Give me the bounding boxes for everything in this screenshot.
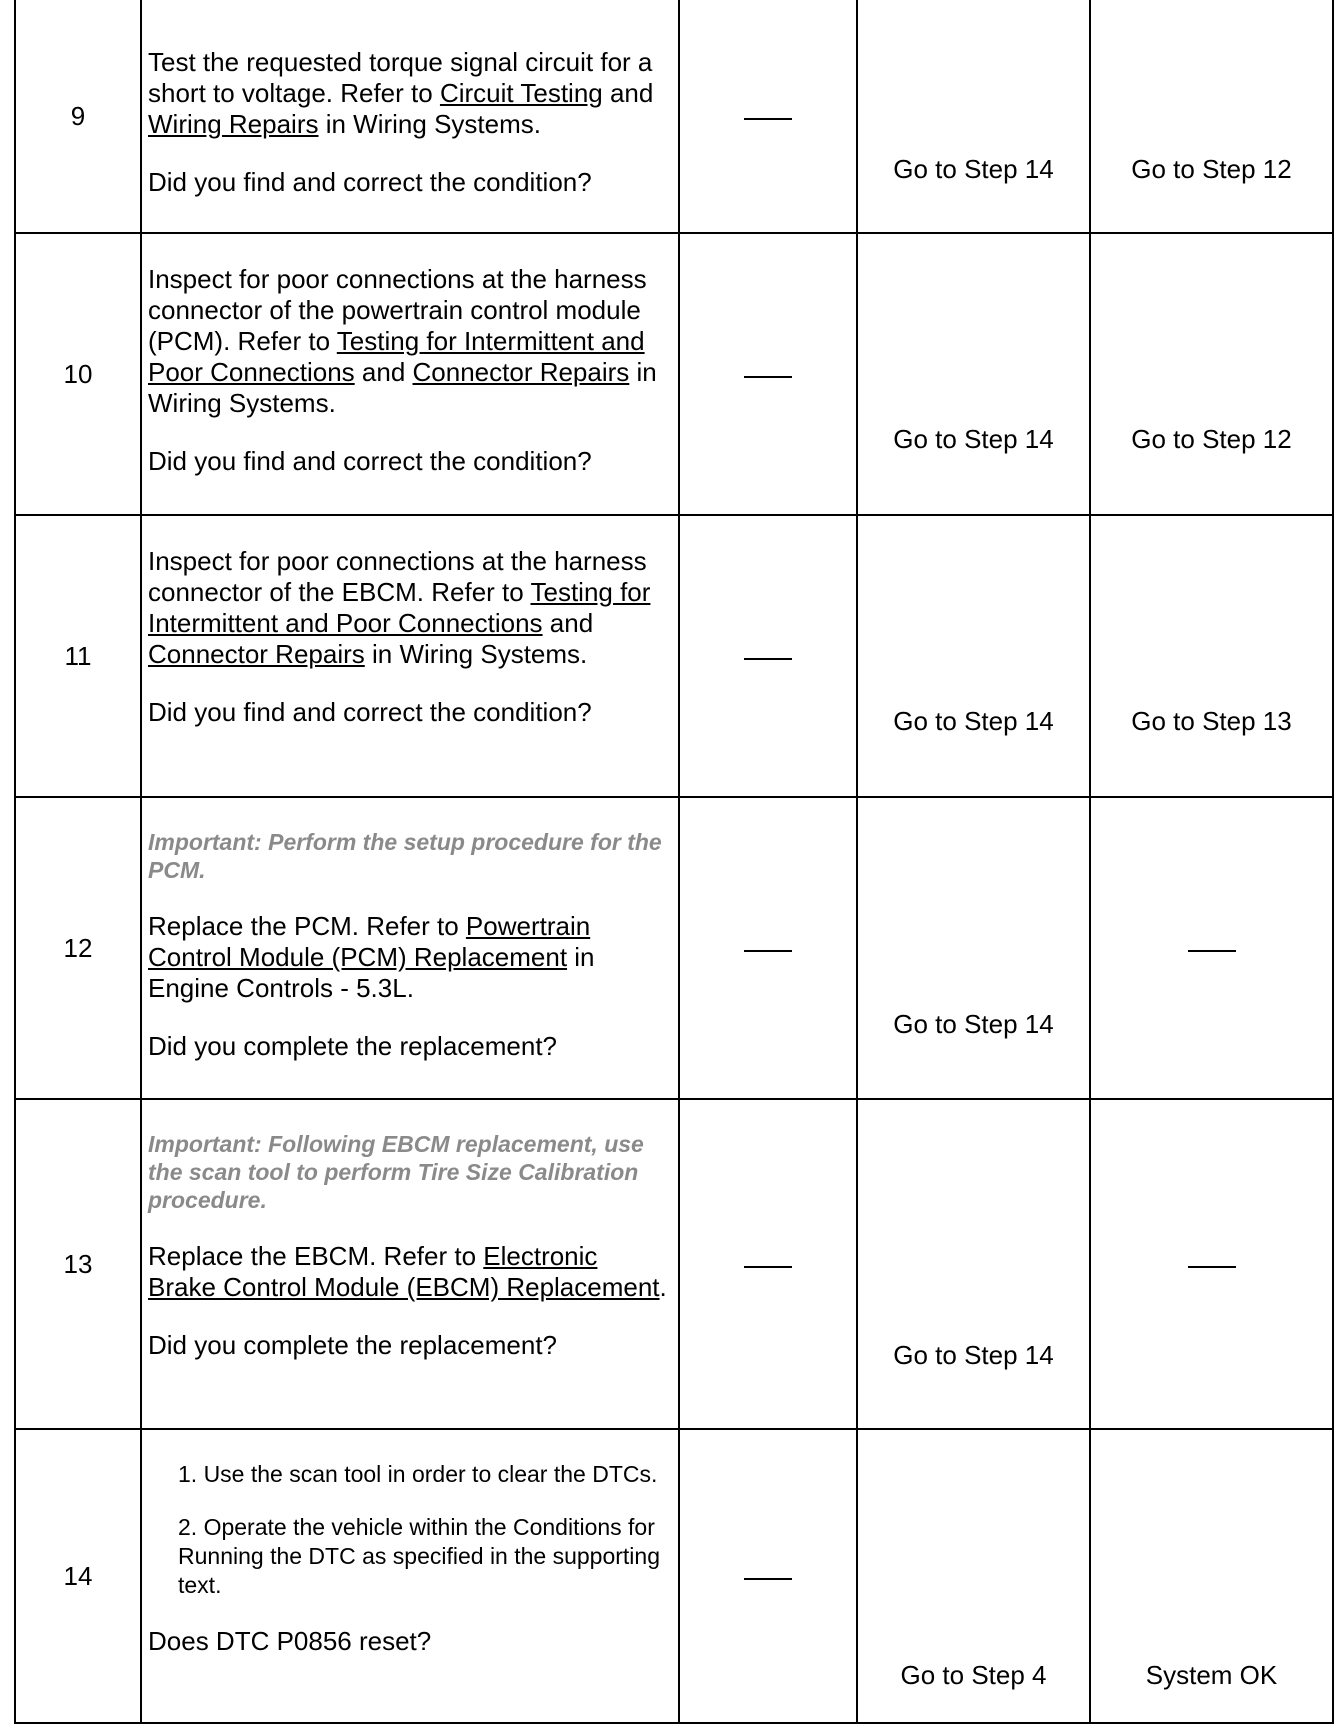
step-number: 14 (15, 1429, 141, 1723)
value-cell (679, 515, 857, 797)
question-text: Did you complete the replacement? (148, 1330, 558, 1360)
yes-action[interactable]: Go to Step 14 (893, 1009, 1054, 1039)
value-cell (679, 797, 857, 1099)
action-text: Replace the EBCM. Refer to Electronic Brake Control Module (EBCM) Replacement. (148, 1241, 667, 1302)
step-number: 12 (15, 797, 141, 1099)
no-action[interactable]: System OK (1145, 1660, 1278, 1690)
table-row (15, 0, 1333, 233)
yes-cell (857, 233, 1090, 515)
no-cell (1090, 0, 1333, 233)
table-row (15, 797, 1333, 1099)
link-wiring-repairs[interactable]: Wiring Repairs (148, 109, 319, 139)
yes-cell (857, 515, 1090, 797)
value-cell (679, 1429, 857, 1723)
step-number: 11 (15, 515, 141, 797)
action-cell (141, 797, 679, 1099)
yes-action[interactable]: Go to Step 14 (893, 706, 1054, 736)
no-action[interactable]: Go to Step 13 (1131, 706, 1292, 736)
action-text: Inspect for poor connections at the harness connector of the EBCM. Refer to Testing for Intermittent and Poor Connections and Connector Repairs in Wiring Systems. (148, 546, 651, 669)
value-dash (1188, 950, 1236, 952)
value-dash (744, 1578, 792, 1580)
yes-action[interactable]: Go to Step 14 (893, 424, 1054, 454)
yes-cell (857, 0, 1090, 233)
no-action[interactable]: Go to Step 12 (1131, 154, 1292, 184)
question-text: Did you find and correct the condition? (148, 697, 592, 727)
link-testing-intermittent[interactable]: Testing for Intermittent and Poor Connections (148, 326, 645, 387)
yes-action[interactable]: Go to Step 14 (893, 154, 1054, 184)
table-row (15, 1099, 1333, 1429)
action-cell (141, 0, 679, 233)
action-cell (141, 515, 679, 797)
list-item: 2. Operate the vehicle within the Conditions for Running the DTC as specified in the supporting text. (178, 1514, 661, 1598)
list-item: 1. Use the scan tool in order to clear the DTCs. (178, 1461, 658, 1487)
action-cell (141, 1429, 679, 1723)
no-cell (1090, 515, 1333, 797)
no-cell (1090, 1429, 1333, 1723)
no-cell (1090, 233, 1333, 515)
yes-cell (857, 1429, 1090, 1723)
value-dash (744, 658, 792, 660)
no-action[interactable]: Go to Step 12 (1131, 424, 1292, 454)
yes-cell (857, 797, 1090, 1099)
step-number: 13 (15, 1099, 141, 1429)
question-text: Did you complete the replacement? (148, 1031, 558, 1061)
step-number: 10 (15, 233, 141, 515)
value-dash (744, 376, 792, 378)
instruction-list (148, 1460, 672, 1600)
diagnostic-table (14, 0, 1334, 1724)
link-connector-repairs[interactable]: Connector Repairs (412, 357, 630, 387)
yes-cell (857, 1099, 1090, 1429)
link-ebcm-replacement[interactable]: Electronic Brake Control Module (EBCM) Replacement (148, 1241, 660, 1302)
table-row (15, 515, 1333, 797)
action-text: Inspect for poor connections at the harness connector of the powertrain control module (PCM). Refer to Testing for Intermittent and Poor Connections and Connector Repairs in Wiring Systems. (148, 264, 657, 418)
table-row (15, 1429, 1333, 1723)
no-cell (1090, 797, 1333, 1099)
value-cell (679, 0, 857, 233)
link-testing-intermittent[interactable]: Testing for Intermittent and Poor Connections (148, 577, 651, 638)
value-cell (679, 233, 857, 515)
yes-action[interactable]: Go to Step 4 (900, 1660, 1047, 1690)
value-dash (744, 1266, 792, 1268)
important-note: Important: Following EBCM replacement, use the scan tool to perform Tire Size Calibration procedure. (148, 1131, 644, 1213)
no-cell (1090, 1099, 1333, 1429)
value-dash (1188, 1266, 1236, 1268)
link-circuit-testing[interactable]: Circuit Testing (439, 78, 603, 108)
link-connector-repairs[interactable]: Connector Repairs (148, 639, 365, 669)
value-dash (744, 118, 792, 120)
action-cell (141, 233, 679, 515)
question-text: Does DTC P0856 reset? (148, 1626, 432, 1656)
question-text: Did you find and correct the condition? (148, 446, 592, 476)
value-dash (744, 950, 792, 952)
link-pcm-replacement[interactable]: Powertrain Control Module (PCM) Replacement (148, 911, 591, 972)
value-cell (679, 1099, 857, 1429)
step-number: 9 (15, 0, 141, 233)
question-text: Did you find and correct the condition? (148, 167, 592, 197)
table-row (15, 233, 1333, 515)
action-text: Test the requested torque signal circuit for a short to voltage. Refer to Circuit Testing and Wiring Repairs in Wiring Systems. (148, 47, 654, 139)
yes-action[interactable]: Go to Step 14 (893, 1340, 1054, 1370)
important-note: Important: Perform the setup procedure for the PCM. (148, 829, 662, 883)
action-text: Replace the PCM. Refer to Powertrain Control Module (PCM) Replacement in Engine Controls - 5.3L. (148, 911, 595, 1003)
action-cell (141, 1099, 679, 1429)
